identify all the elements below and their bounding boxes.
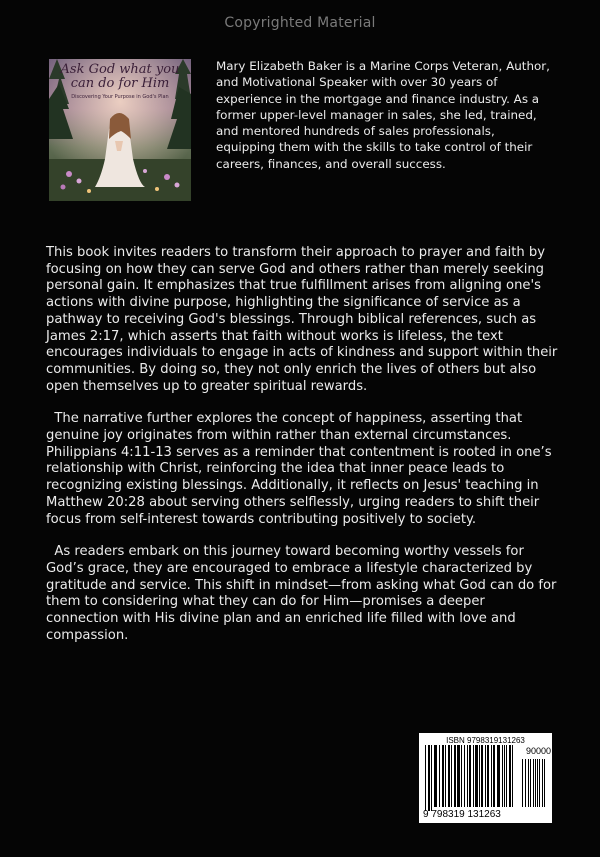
description-paragraph-2: The narrative further explores the concept of happiness, asserting that genuine joy originates from within rather than external circumstances. Philippians 4:11-13 serves as a reminder that contentment is rooted in one’s relationship with Christ, reinforcing the idea that inner peace leads to recognizing existing blessings. Additionally, it reflects on Jesus' teaching in Matthew 20:28 about serving others selflessly, urging readers to shift their focus from self-interest towards contributing positively to society. (46, 411, 556, 527)
description-paragraph-1: This book invites readers to transform their approach to prayer and faith by focusing on how they can serve God and others rather than merely seeking personal gain. It emphasizes that true fulfillment arises from aligning one's actions with divine purpose, highlighting the significance of service as a pathway to receiving God's blessings. Through biblical references, such as James 2:17, which asserts that faith without works is lifeless, the text encourages individuals to engage in acts of kindness and support within their communities. By doing so, they not only enrich the lives of others but also open themselves up to greater spiritual rewards. (46, 245, 562, 394)
barcode-bar (535, 759, 536, 807)
barcode-bar (451, 745, 452, 807)
barcode-bar (525, 759, 526, 807)
barcode-bar (504, 745, 505, 807)
barcode-bar (467, 745, 468, 807)
barcode-bar (454, 745, 456, 807)
cover-title-line2: can do for Him (70, 76, 170, 91)
barcode-bar (539, 759, 540, 807)
isbn-label: ISBN 9798319131263 (446, 736, 525, 745)
isbn-digits: 9 798319 131263 (423, 809, 501, 820)
price-code: 90000 (526, 746, 552, 756)
barcode-bar (497, 745, 500, 807)
book-description (46, 245, 562, 660)
barcode-bar (537, 759, 538, 807)
barcode-bar (506, 745, 507, 807)
barcode-bar (431, 745, 432, 811)
barcode-bar (530, 759, 531, 807)
isbn-barcode-box (419, 733, 552, 823)
barcode-bar (481, 745, 483, 807)
barcode-bar (512, 745, 513, 807)
barcode-bar (425, 745, 426, 811)
barcode-bar (434, 745, 437, 807)
cover-title (49, 63, 191, 91)
barcode-bar (487, 745, 489, 807)
copyright-watermark: Copyrighted Material (224, 15, 376, 31)
barcode-bar (473, 745, 474, 807)
barcode-bar (533, 759, 534, 807)
barcode-bar (502, 745, 503, 807)
barcode-bar (428, 745, 430, 811)
barcode-bar (448, 745, 450, 807)
barcode-bar (461, 745, 462, 807)
barcode-bar (469, 745, 471, 807)
price-barcode (521, 759, 549, 807)
barcode-bar (522, 759, 523, 807)
barcode-bar (542, 759, 543, 807)
cover-subtitle: Discovering Your Purpose in God's Plan (71, 94, 169, 100)
barcode-bar (464, 745, 465, 807)
barcode-bar (457, 745, 460, 807)
barcode-bar (485, 745, 486, 807)
barcode-bar (544, 759, 545, 807)
isbn-barcode (424, 745, 516, 811)
barcode-bar (439, 745, 440, 807)
barcode-bar (491, 745, 492, 807)
description-paragraph-3: As readers embark on this journey toward becoming worthy vessels for God’s grace, they are encouraged to embrace a lifestyle characterized by gratitude and service. This shift in mindset—from asking what God can do for them to considering what they can do for Him—promises a deeper connection with His divine plan and an enriched life filled with love and compassion. (46, 544, 561, 643)
barcode-bar (442, 745, 444, 807)
barcode-bar (528, 759, 529, 807)
barcode-bar (445, 745, 446, 807)
barcode-bar (493, 745, 495, 807)
barcode-bar (475, 745, 478, 807)
cover-thumbnail (49, 59, 191, 201)
barcode-bar (509, 745, 511, 807)
author-bio: Mary Elizabeth Baker is a Marine Corps Veteran, Author, and Motivational Speaker with over 30 years of experience in the mortgage and finance industry. As a former upper-level manager in sales, she led, trained, and mentored hundreds of sales professionals, equipping them with the skills to take control of their careers, finances, and overall success. (216, 59, 550, 171)
barcode-bar (479, 745, 480, 807)
cover-title-line1: Ask God what you (60, 62, 180, 77)
